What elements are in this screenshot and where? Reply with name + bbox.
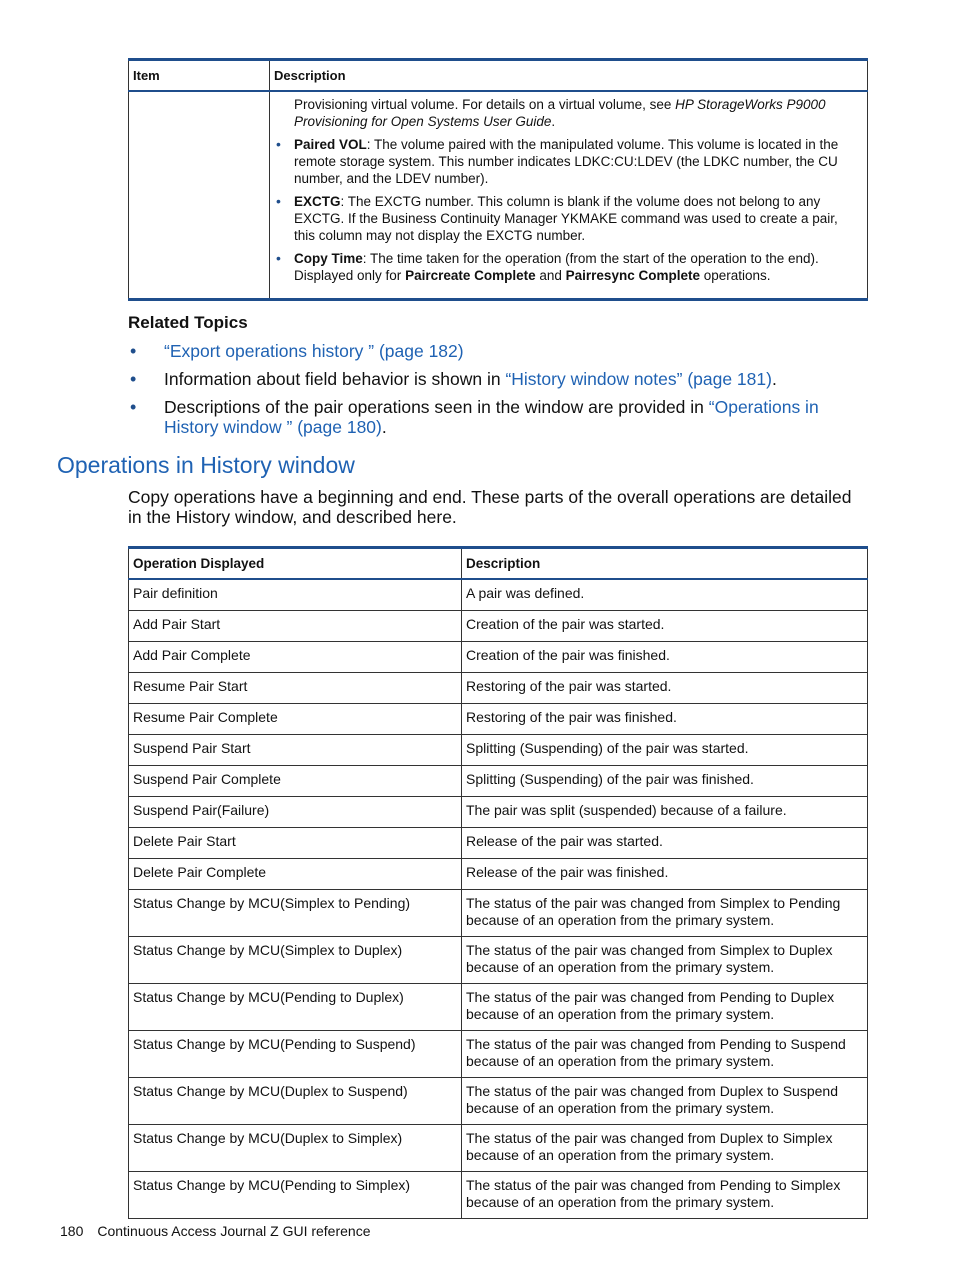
list-item-copy-time xyxy=(294,250,855,284)
description-cell: The pair was split (suspended) because of a failure. xyxy=(462,797,868,828)
description-cell: The status of the pair was changed from Pending to Suspend because of an operation from the primary system. xyxy=(462,1031,868,1078)
section-intro: Copy operations have a beginning and end. These parts of the overall operations are detailed in the History window, and described here. xyxy=(128,487,852,527)
description-cell: Splitting (Suspending) of the pair was started. xyxy=(462,735,868,766)
intro-text: Provisioning virtual volume. For details on a virtual volume, see xyxy=(294,97,676,112)
description-cell: Restoring of the pair was finished. xyxy=(462,704,868,735)
page-number: 180 xyxy=(60,1223,84,1239)
term-pairresync-complete: Pairresync Complete xyxy=(565,268,700,283)
description-cell: Creation of the pair was finished. xyxy=(462,642,868,673)
table-header-row xyxy=(129,60,868,92)
definition-text: : The volume paired with the manipulated volume. This volume is located in the remote storage system. This number indicates LDKC:CU:LDEV (the LDKC number, the CU number, and the LDEV number). xyxy=(294,137,839,186)
description-cell: The status of the pair was changed from Duplex to Suspend because of an operation from the primary system. xyxy=(462,1078,868,1125)
table-row xyxy=(129,704,868,735)
table-row xyxy=(129,984,868,1031)
operation-cell: Delete Pair Complete xyxy=(129,859,462,890)
definition-text: and xyxy=(535,268,566,283)
related-item-export xyxy=(128,341,868,361)
item-cell xyxy=(129,91,270,300)
operations-table xyxy=(128,546,868,1219)
term-exctg: EXCTG xyxy=(294,194,341,209)
definition-text: : The time taken for the operation (from the start of the operation to the end). Displayed only for xyxy=(294,251,819,283)
footer-title: Continuous Access Journal Z GUI reference xyxy=(97,1223,371,1239)
table-row xyxy=(129,1125,868,1172)
operation-cell: Status Change by MCU(Duplex to Simplex) xyxy=(129,1125,462,1172)
related-text: Information about field behavior is shown in xyxy=(164,369,506,389)
table-row xyxy=(129,937,868,984)
description-cell: Release of the pair was started. xyxy=(462,828,868,859)
list-item-exctg xyxy=(294,193,855,244)
operation-cell: Add Pair Start xyxy=(129,611,462,642)
operation-cell: Add Pair Complete xyxy=(129,642,462,673)
section-title: Operations in History window xyxy=(57,452,355,478)
operation-cell: Suspend Pair Start xyxy=(129,735,462,766)
link-history-window-notes[interactable]: “History window notes” (page 181) xyxy=(505,369,772,389)
table-row xyxy=(129,91,868,300)
operation-cell: Suspend Pair(Failure) xyxy=(129,797,462,828)
intro-end: . xyxy=(551,114,556,129)
description-cell xyxy=(270,91,868,300)
table-row xyxy=(129,766,868,797)
operation-cell: Status Change by MCU(Pending to Simplex) xyxy=(129,1172,462,1219)
related-item-operations xyxy=(128,397,868,437)
table-row xyxy=(129,1172,868,1219)
related-topics-heading: Related Topics xyxy=(128,313,248,332)
operation-cell: Status Change by MCU(Duplex to Suspend) xyxy=(129,1078,462,1125)
definition-text: operations. xyxy=(699,268,771,283)
description-cell: The status of the pair was changed from Pending to Simplex because of an operation from the primary system. xyxy=(462,1172,868,1219)
term-paircreate-complete: Paircreate Complete xyxy=(405,268,536,283)
operation-cell: Status Change by MCU(Simplex to Duplex) xyxy=(129,937,462,984)
column-header-description: Description xyxy=(462,548,868,580)
table-row xyxy=(129,797,868,828)
description-cell: The status of the pair was changed from Pending to Duplex because of an operation from the primary system. xyxy=(462,984,868,1031)
table-row xyxy=(129,579,868,611)
page-footer xyxy=(60,1223,371,1239)
description-cell: Creation of the pair was started. xyxy=(462,611,868,642)
description-cell: The status of the pair was changed from Simplex to Duplex because of an operation from the primary system. xyxy=(462,937,868,984)
description-intro xyxy=(294,96,855,130)
table-row xyxy=(129,673,868,704)
operation-cell: Pair definition xyxy=(129,579,462,611)
description-cell: The status of the pair was changed from Duplex to Simplex because of an operation from the primary system. xyxy=(462,1125,868,1172)
related-text: Descriptions of the pair operations seen in the window are provided in xyxy=(164,397,709,417)
list-item-paired-vol xyxy=(294,136,855,187)
operation-cell: Status Change by MCU(Pending to Duplex) xyxy=(129,984,462,1031)
operation-cell: Status Change by MCU(Simplex to Pending) xyxy=(129,890,462,937)
description-cell: The status of the pair was changed from Simplex to Pending because of an operation from the primary system. xyxy=(462,890,868,937)
table-row xyxy=(129,642,868,673)
related-item-history-notes xyxy=(128,369,868,389)
operation-cell: Status Change by MCU(Pending to Suspend) xyxy=(129,1031,462,1078)
table-row xyxy=(129,735,868,766)
column-header-description: Description xyxy=(270,60,868,92)
operation-cell: Suspend Pair Complete xyxy=(129,766,462,797)
description-cell: Release of the pair was finished. xyxy=(462,859,868,890)
description-cell: A pair was defined. xyxy=(462,579,868,611)
table-row xyxy=(129,1078,868,1125)
table-row xyxy=(129,611,868,642)
item-description-table xyxy=(128,58,868,301)
related-text: . xyxy=(381,417,387,437)
term-copy-time: Copy Time xyxy=(294,251,363,266)
guide-title: HP StorageWorks P9000 Provisioning for Open Systems User Guide xyxy=(294,97,826,129)
operation-cell: Resume Pair Complete xyxy=(129,704,462,735)
table-row xyxy=(129,859,868,890)
description-cell: Splitting (Suspending) of the pair was finished. xyxy=(462,766,868,797)
description-bullets xyxy=(294,136,855,284)
table-row xyxy=(129,890,868,937)
definition-text: : The EXCTG number. This column is blank if the volume does not belong to any EXCTG. If the Business Continuity Manager YKMAKE command was used to create a pair, this column may not display the EXCTG number. xyxy=(294,194,838,243)
related-topics-list xyxy=(128,341,868,445)
description-cell: Restoring of the pair was started. xyxy=(462,673,868,704)
operation-cell: Delete Pair Start xyxy=(129,828,462,859)
table-header-row xyxy=(129,548,868,580)
related-text: . xyxy=(771,369,777,389)
link-operations-in-history-window[interactable]: “Operations in History window ” (page 180) xyxy=(164,397,819,437)
term-paired-vol: Paired VOL xyxy=(294,137,367,152)
table-row xyxy=(129,828,868,859)
table-row xyxy=(129,1031,868,1078)
column-header-operation: Operation Displayed xyxy=(129,548,462,580)
link-export-operations-history[interactable]: “Export operations history ” (page 182) xyxy=(164,341,464,361)
column-header-item: Item xyxy=(129,60,270,92)
operation-cell: Resume Pair Start xyxy=(129,673,462,704)
